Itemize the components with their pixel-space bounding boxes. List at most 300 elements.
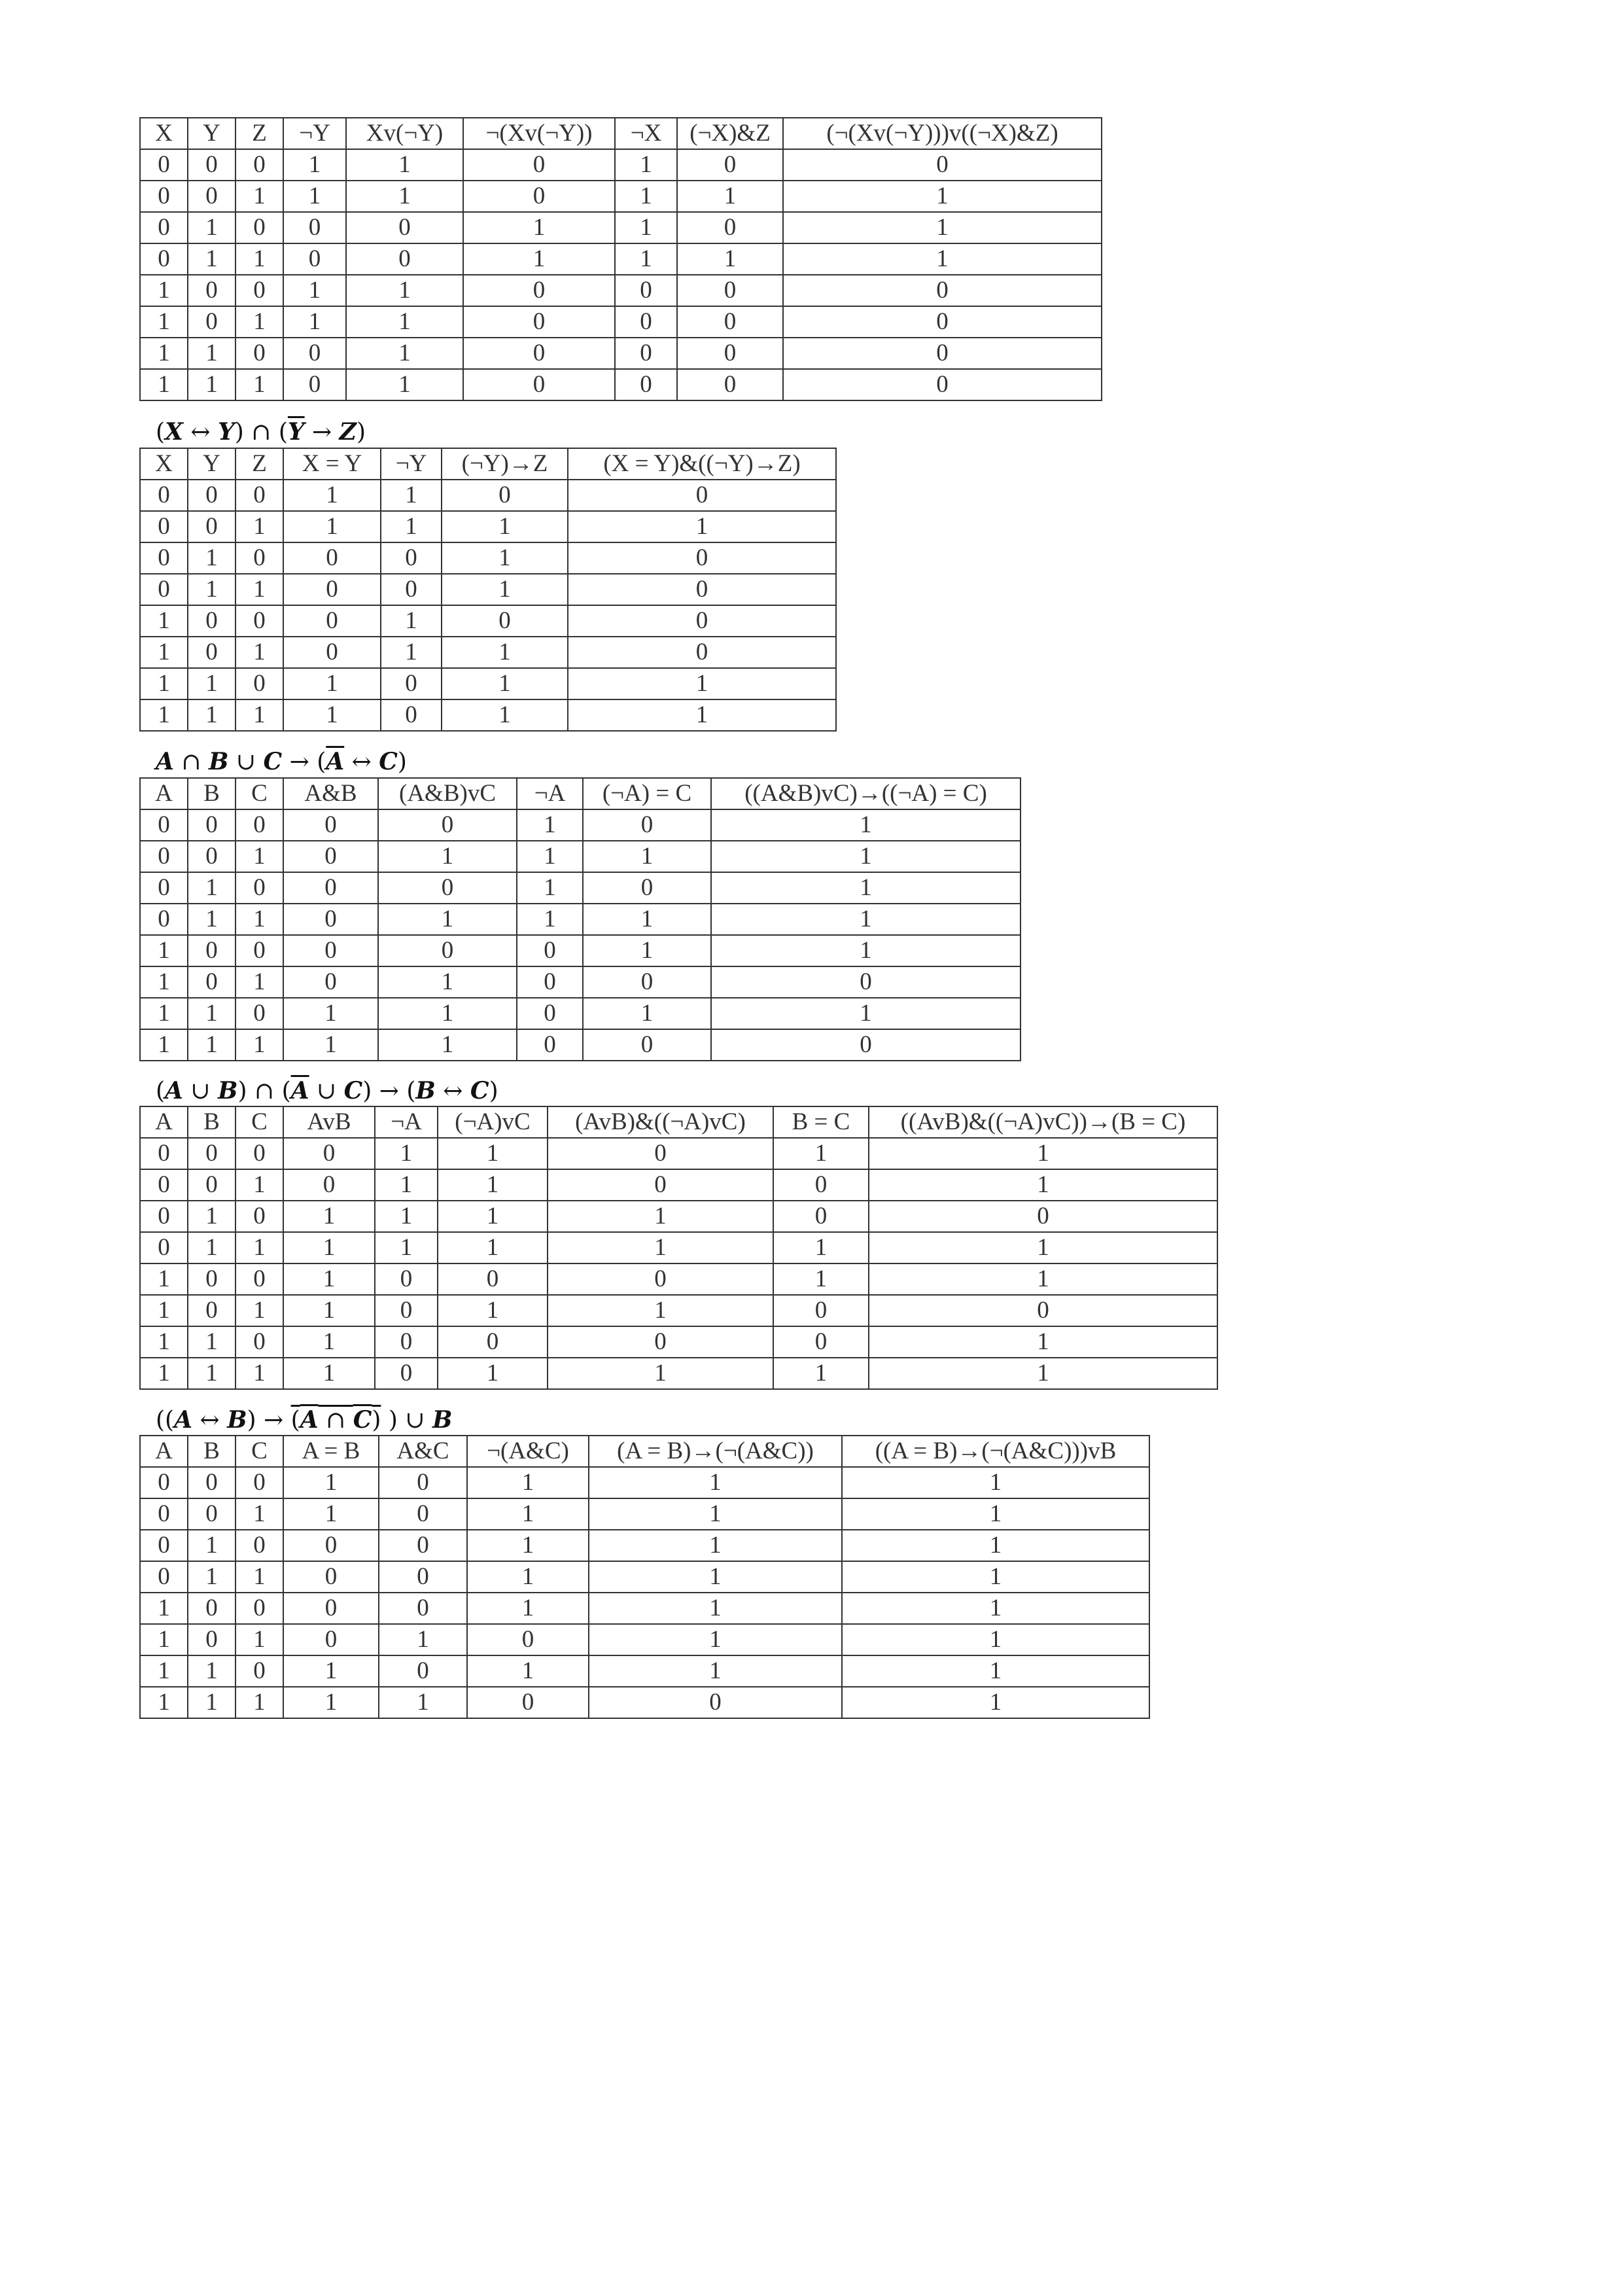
table-cell: 1 bbox=[140, 935, 188, 966]
table-cell: 1 bbox=[346, 306, 463, 338]
table-cell: 0 bbox=[283, 542, 381, 574]
table-cell: 0 bbox=[583, 809, 711, 841]
table-cell: 1 bbox=[583, 841, 711, 872]
table-cell: 0 bbox=[140, 1169, 188, 1201]
table-cell: 0 bbox=[283, 574, 381, 605]
table-cell: 1 bbox=[378, 1029, 517, 1061]
table-cell: 1 bbox=[467, 1655, 589, 1687]
column-header: (¬A)vC bbox=[438, 1106, 548, 1138]
table-cell: 0 bbox=[677, 149, 783, 181]
table-cell: 0 bbox=[589, 1687, 842, 1718]
table-row bbox=[140, 841, 1021, 872]
table-cell: 1 bbox=[463, 212, 615, 243]
table-cell: 0 bbox=[677, 338, 783, 369]
table-cell: 1 bbox=[283, 149, 346, 181]
table-cell: 1 bbox=[283, 306, 346, 338]
table-cell: 1 bbox=[140, 275, 188, 306]
table-cell: 1 bbox=[378, 966, 517, 998]
table-cell: 1 bbox=[188, 542, 236, 574]
header-row bbox=[140, 778, 1021, 809]
truth-table-5-body bbox=[140, 1436, 1149, 1718]
table-cell: 0 bbox=[236, 149, 283, 181]
table-cell: 0 bbox=[379, 1530, 467, 1561]
table-cell: 1 bbox=[711, 809, 1021, 841]
table-cell: 0 bbox=[677, 212, 783, 243]
table-cell: 1 bbox=[283, 1029, 378, 1061]
table-cell: 1 bbox=[589, 1655, 842, 1687]
table-cell: 0 bbox=[783, 306, 1102, 338]
table-cell: 0 bbox=[188, 1295, 236, 1326]
table-cell: 1 bbox=[140, 605, 188, 637]
table-cell: 0 bbox=[438, 1326, 548, 1358]
table-cell: 1 bbox=[568, 699, 836, 731]
table-cell: 0 bbox=[283, 605, 381, 637]
table-row bbox=[140, 1687, 1149, 1718]
table-cell: 0 bbox=[236, 1201, 283, 1232]
table-cell: 1 bbox=[842, 1655, 1149, 1687]
table-cell: 1 bbox=[517, 872, 583, 904]
table-cell: 1 bbox=[236, 1687, 283, 1718]
table-cell: 0 bbox=[379, 1593, 467, 1624]
table-cell: 0 bbox=[615, 275, 677, 306]
table-cell: 0 bbox=[615, 306, 677, 338]
table-cell: 1 bbox=[711, 935, 1021, 966]
column-header: B bbox=[188, 1436, 236, 1467]
table-cell: 1 bbox=[346, 275, 463, 306]
table-cell: 1 bbox=[283, 1467, 379, 1498]
table-cell: 1 bbox=[140, 338, 188, 369]
table-cell: 1 bbox=[283, 1358, 375, 1389]
table-cell: 1 bbox=[442, 542, 568, 574]
table-cell: 0 bbox=[188, 809, 236, 841]
table-cell: 0 bbox=[711, 966, 1021, 998]
table-cell: 1 bbox=[140, 1655, 188, 1687]
table-cell: 0 bbox=[517, 1029, 583, 1061]
table-row bbox=[140, 1029, 1021, 1061]
table-cell: 1 bbox=[283, 1232, 375, 1263]
table-row bbox=[140, 181, 1102, 212]
truth-table-3-body bbox=[140, 778, 1021, 1061]
table-cell: 0 bbox=[188, 935, 236, 966]
table-cell: 1 bbox=[548, 1295, 773, 1326]
table-cell: 0 bbox=[463, 149, 615, 181]
table-cell: 1 bbox=[467, 1467, 589, 1498]
table-row bbox=[140, 935, 1021, 966]
column-header: X bbox=[140, 448, 188, 480]
formula-4: (A ∪ B) ∩ ($\overline{A}$ ∪ C) → (B ↔ C) bbox=[156, 1077, 498, 1104]
table-cell: 0 bbox=[283, 1561, 379, 1593]
table-cell: 1 bbox=[283, 1655, 379, 1687]
table-cell: 1 bbox=[188, 1358, 236, 1389]
table-cell: 0 bbox=[283, 338, 346, 369]
table-row bbox=[140, 511, 836, 542]
table-row bbox=[140, 306, 1102, 338]
table-cell: 1 bbox=[346, 181, 463, 212]
table-cell: 0 bbox=[773, 1326, 869, 1358]
table-cell: 0 bbox=[140, 872, 188, 904]
table-row bbox=[140, 699, 836, 731]
column-header: A bbox=[140, 1106, 188, 1138]
table-cell: 1 bbox=[140, 668, 188, 699]
table-row bbox=[140, 369, 1102, 400]
truth-table-2-body bbox=[140, 448, 836, 731]
table-cell: 1 bbox=[467, 1593, 589, 1624]
table-cell: 0 bbox=[188, 1593, 236, 1624]
table-cell: 1 bbox=[283, 998, 378, 1029]
table-row bbox=[140, 1561, 1149, 1593]
table-cell: 1 bbox=[773, 1232, 869, 1263]
table-row bbox=[140, 1467, 1149, 1498]
table-cell: 1 bbox=[842, 1498, 1149, 1530]
table-cell: 0 bbox=[783, 275, 1102, 306]
table-cell: 0 bbox=[188, 966, 236, 998]
column-header: ¬A bbox=[517, 778, 583, 809]
truth-table-3 bbox=[139, 777, 1021, 1061]
truth-table-2 bbox=[139, 448, 837, 732]
table-cell: 1 bbox=[842, 1561, 1149, 1593]
table-row bbox=[140, 1169, 1217, 1201]
table-cell: 1 bbox=[438, 1358, 548, 1389]
table-cell: 0 bbox=[568, 574, 836, 605]
table-cell: 0 bbox=[283, 809, 378, 841]
table-cell: 0 bbox=[140, 1498, 188, 1530]
table-cell: 1 bbox=[140, 1687, 188, 1718]
table-cell: 0 bbox=[283, 904, 378, 935]
table-cell: 1 bbox=[783, 243, 1102, 275]
table-cell: 1 bbox=[188, 212, 236, 243]
table-cell: 1 bbox=[140, 1029, 188, 1061]
table-cell: 0 bbox=[283, 841, 378, 872]
table-cell: 1 bbox=[568, 511, 836, 542]
table-cell: 1 bbox=[589, 1467, 842, 1498]
table-cell: 1 bbox=[379, 1624, 467, 1655]
column-header: B = C bbox=[773, 1106, 869, 1138]
table-row bbox=[140, 998, 1021, 1029]
table-cell: 1 bbox=[236, 1169, 283, 1201]
table-cell: 0 bbox=[283, 872, 378, 904]
table-cell: 1 bbox=[188, 872, 236, 904]
table-cell: 1 bbox=[283, 511, 381, 542]
table-cell: 1 bbox=[583, 935, 711, 966]
table-cell: 1 bbox=[615, 243, 677, 275]
table-cell: 0 bbox=[140, 1530, 188, 1561]
table-cell: 0 bbox=[379, 1561, 467, 1593]
table-cell: 1 bbox=[236, 1561, 283, 1593]
table-cell: 0 bbox=[375, 1326, 438, 1358]
table-cell: 1 bbox=[869, 1232, 1217, 1263]
table-cell: 1 bbox=[589, 1593, 842, 1624]
table-row bbox=[140, 904, 1021, 935]
table-cell: 1 bbox=[711, 841, 1021, 872]
table-cell: 0 bbox=[677, 369, 783, 400]
table-cell: 0 bbox=[378, 935, 517, 966]
table-row bbox=[140, 480, 836, 511]
table-cell: 1 bbox=[140, 369, 188, 400]
table-cell: 0 bbox=[236, 872, 283, 904]
table-cell: 1 bbox=[188, 1326, 236, 1358]
table-cell: 1 bbox=[346, 149, 463, 181]
column-header: (X = Y)&((¬Y)→Z) bbox=[568, 448, 836, 480]
table-cell: 0 bbox=[346, 243, 463, 275]
table-cell: 0 bbox=[548, 1169, 773, 1201]
table-cell: 0 bbox=[188, 1169, 236, 1201]
table-cell: 0 bbox=[188, 605, 236, 637]
table-cell: 0 bbox=[283, 1624, 379, 1655]
table-cell: 1 bbox=[842, 1530, 1149, 1561]
column-header: AvB bbox=[283, 1106, 375, 1138]
table-row bbox=[140, 605, 836, 637]
table-row bbox=[140, 1530, 1149, 1561]
table-cell: 0 bbox=[140, 1201, 188, 1232]
table-cell: 1 bbox=[615, 181, 677, 212]
table-cell: 1 bbox=[188, 574, 236, 605]
header-row bbox=[140, 1436, 1149, 1467]
table-cell: 1 bbox=[236, 1498, 283, 1530]
table-cell: 1 bbox=[381, 511, 442, 542]
table-cell: 1 bbox=[140, 998, 188, 1029]
table-cell: 0 bbox=[188, 1624, 236, 1655]
table-cell: 1 bbox=[517, 904, 583, 935]
table-cell: 1 bbox=[283, 1687, 379, 1718]
table-cell: 1 bbox=[283, 181, 346, 212]
table-cell: 1 bbox=[236, 1029, 283, 1061]
table-cell: 0 bbox=[773, 1201, 869, 1232]
table-row bbox=[140, 809, 1021, 841]
table-cell: 1 bbox=[140, 1358, 188, 1389]
table-cell: 0 bbox=[568, 480, 836, 511]
table-cell: 1 bbox=[783, 181, 1102, 212]
table-cell: 0 bbox=[615, 338, 677, 369]
table-cell: 1 bbox=[188, 369, 236, 400]
table-cell: 1 bbox=[381, 637, 442, 668]
table-cell: 0 bbox=[283, 1530, 379, 1561]
table-cell: 1 bbox=[236, 511, 283, 542]
table-cell: 1 bbox=[842, 1687, 1149, 1718]
table-cell: 0 bbox=[236, 1138, 283, 1169]
table-cell: 0 bbox=[375, 1263, 438, 1295]
table-cell: 1 bbox=[378, 998, 517, 1029]
table-cell: 1 bbox=[140, 699, 188, 731]
table-cell: 0 bbox=[568, 637, 836, 668]
table-cell: 0 bbox=[583, 1029, 711, 1061]
table-cell: 0 bbox=[548, 1138, 773, 1169]
table-row bbox=[140, 1655, 1149, 1687]
table-cell: 1 bbox=[140, 966, 188, 998]
table-cell: 0 bbox=[283, 935, 378, 966]
column-header: (A&B)vC bbox=[378, 778, 517, 809]
table-row bbox=[140, 542, 836, 574]
table-row bbox=[140, 1593, 1149, 1624]
table-cell: 1 bbox=[869, 1169, 1217, 1201]
table-cell: 0 bbox=[463, 338, 615, 369]
table-cell: 1 bbox=[140, 1326, 188, 1358]
column-header: Y bbox=[188, 448, 236, 480]
table-cell: 1 bbox=[438, 1232, 548, 1263]
table-cell: 1 bbox=[438, 1295, 548, 1326]
table-cell: 0 bbox=[677, 306, 783, 338]
table-cell: 0 bbox=[283, 369, 346, 400]
column-header: ¬Y bbox=[283, 118, 346, 149]
table-cell: 1 bbox=[236, 1624, 283, 1655]
table-cell: 0 bbox=[140, 1232, 188, 1263]
table-cell: 0 bbox=[140, 181, 188, 212]
table-cell: 1 bbox=[517, 841, 583, 872]
table-cell: 1 bbox=[869, 1326, 1217, 1358]
table-cell: 0 bbox=[140, 212, 188, 243]
table-cell: 1 bbox=[236, 904, 283, 935]
table-cell: 1 bbox=[236, 1232, 283, 1263]
table-cell: 1 bbox=[467, 1530, 589, 1561]
table-cell: 1 bbox=[842, 1624, 1149, 1655]
table-cell: 1 bbox=[711, 872, 1021, 904]
table-cell: 0 bbox=[711, 1029, 1021, 1061]
table-cell: 0 bbox=[375, 1358, 438, 1389]
table-cell: 1 bbox=[783, 212, 1102, 243]
table-cell: 0 bbox=[442, 480, 568, 511]
column-header: ((A = B)→(¬(A&C)))vB bbox=[842, 1436, 1149, 1467]
table-cell: 0 bbox=[140, 574, 188, 605]
table-cell: 0 bbox=[467, 1687, 589, 1718]
table-cell: 1 bbox=[188, 1201, 236, 1232]
table-cell: 1 bbox=[140, 1624, 188, 1655]
table-cell: 0 bbox=[568, 605, 836, 637]
table-cell: 1 bbox=[442, 637, 568, 668]
table-row bbox=[140, 243, 1102, 275]
table-cell: 0 bbox=[283, 966, 378, 998]
table-cell: 0 bbox=[379, 1467, 467, 1498]
table-cell: 0 bbox=[381, 668, 442, 699]
table-cell: 1 bbox=[236, 369, 283, 400]
table-cell: 0 bbox=[188, 1498, 236, 1530]
table-cell: 1 bbox=[346, 338, 463, 369]
table-cell: 0 bbox=[236, 1263, 283, 1295]
column-header: ¬X bbox=[615, 118, 677, 149]
table-cell: 1 bbox=[442, 574, 568, 605]
column-header: ((AvB)&((¬A)vC))→(B = C) bbox=[869, 1106, 1217, 1138]
table-cell: 1 bbox=[378, 841, 517, 872]
table-cell: 0 bbox=[236, 809, 283, 841]
table-cell: 0 bbox=[140, 1138, 188, 1169]
table-cell: 0 bbox=[236, 1467, 283, 1498]
table-cell: 0 bbox=[381, 574, 442, 605]
header-row bbox=[140, 448, 836, 480]
table-cell: 0 bbox=[783, 369, 1102, 400]
table-cell: 0 bbox=[188, 1138, 236, 1169]
table-cell: 0 bbox=[188, 637, 236, 668]
table-cell: 0 bbox=[467, 1624, 589, 1655]
table-cell: 0 bbox=[188, 306, 236, 338]
table-cell: 0 bbox=[140, 149, 188, 181]
table-cell: 0 bbox=[140, 480, 188, 511]
table-cell: 1 bbox=[438, 1201, 548, 1232]
column-header: A bbox=[140, 1436, 188, 1467]
table-row bbox=[140, 149, 1102, 181]
column-header: B bbox=[188, 778, 236, 809]
table-cell: 1 bbox=[517, 809, 583, 841]
column-header: A = B bbox=[283, 1436, 379, 1467]
table-row bbox=[140, 1326, 1217, 1358]
table-cell: 0 bbox=[379, 1655, 467, 1687]
table-cell: 0 bbox=[140, 243, 188, 275]
table-cell: 1 bbox=[467, 1561, 589, 1593]
table-cell: 1 bbox=[283, 1295, 375, 1326]
table-cell: 0 bbox=[442, 605, 568, 637]
column-header: Z bbox=[236, 448, 283, 480]
table-cell: 0 bbox=[140, 542, 188, 574]
table-cell: 0 bbox=[283, 243, 346, 275]
formula-3: A ∩ B ∪ $C \to (\overline{A}$ ↔ C) bbox=[156, 748, 407, 775]
table-cell: 0 bbox=[140, 904, 188, 935]
table-cell: 0 bbox=[583, 966, 711, 998]
table-cell: 0 bbox=[188, 275, 236, 306]
table-cell: 1 bbox=[375, 1232, 438, 1263]
table-cell: 1 bbox=[375, 1138, 438, 1169]
table-cell: 1 bbox=[438, 1138, 548, 1169]
table-cell: 1 bbox=[140, 306, 188, 338]
column-header: (¬Y)→Z bbox=[442, 448, 568, 480]
table-cell: 1 bbox=[236, 966, 283, 998]
table-cell: 0 bbox=[463, 369, 615, 400]
column-header: ¬(Xv(¬Y)) bbox=[463, 118, 615, 149]
table-cell: 1 bbox=[188, 668, 236, 699]
table-cell: 0 bbox=[140, 1561, 188, 1593]
table-cell: 1 bbox=[188, 1655, 236, 1687]
table-row bbox=[140, 338, 1102, 369]
table-cell: 1 bbox=[236, 1358, 283, 1389]
table-cell: 1 bbox=[869, 1138, 1217, 1169]
table-cell: 1 bbox=[442, 699, 568, 731]
table-cell: 1 bbox=[283, 668, 381, 699]
table-cell: 0 bbox=[236, 605, 283, 637]
table-cell: 1 bbox=[869, 1263, 1217, 1295]
table-cell: 1 bbox=[589, 1624, 842, 1655]
truth-table-5 bbox=[139, 1435, 1150, 1719]
table-cell: 1 bbox=[236, 306, 283, 338]
table-cell: 1 bbox=[346, 369, 463, 400]
table-cell: 1 bbox=[773, 1263, 869, 1295]
table-cell: 0 bbox=[236, 542, 283, 574]
table-cell: 1 bbox=[283, 699, 381, 731]
table-cell: 1 bbox=[381, 480, 442, 511]
table-cell: 1 bbox=[438, 1169, 548, 1201]
table-cell: 1 bbox=[140, 637, 188, 668]
table-cell: 1 bbox=[375, 1169, 438, 1201]
column-header: (¬A) = C bbox=[583, 778, 711, 809]
table-cell: 1 bbox=[236, 637, 283, 668]
table-row bbox=[140, 1498, 1149, 1530]
table-cell: 0 bbox=[140, 841, 188, 872]
column-header: C bbox=[236, 1436, 283, 1467]
table-cell: 0 bbox=[236, 1655, 283, 1687]
column-header: B bbox=[188, 1106, 236, 1138]
table-row bbox=[140, 1358, 1217, 1389]
table-row bbox=[140, 872, 1021, 904]
column-header: C bbox=[236, 778, 283, 809]
table-row bbox=[140, 1138, 1217, 1169]
table-row bbox=[140, 1232, 1217, 1263]
table-cell: 0 bbox=[236, 1593, 283, 1624]
table-cell: 1 bbox=[283, 275, 346, 306]
table-cell: 1 bbox=[773, 1358, 869, 1389]
table-cell: 1 bbox=[615, 212, 677, 243]
table-cell: 0 bbox=[463, 181, 615, 212]
table-cell: 1 bbox=[236, 574, 283, 605]
table-cell: 0 bbox=[140, 1467, 188, 1498]
table-cell: 1 bbox=[188, 1029, 236, 1061]
column-header: X bbox=[140, 118, 188, 149]
table-cell: 0 bbox=[283, 1169, 375, 1201]
table-cell: 0 bbox=[517, 998, 583, 1029]
